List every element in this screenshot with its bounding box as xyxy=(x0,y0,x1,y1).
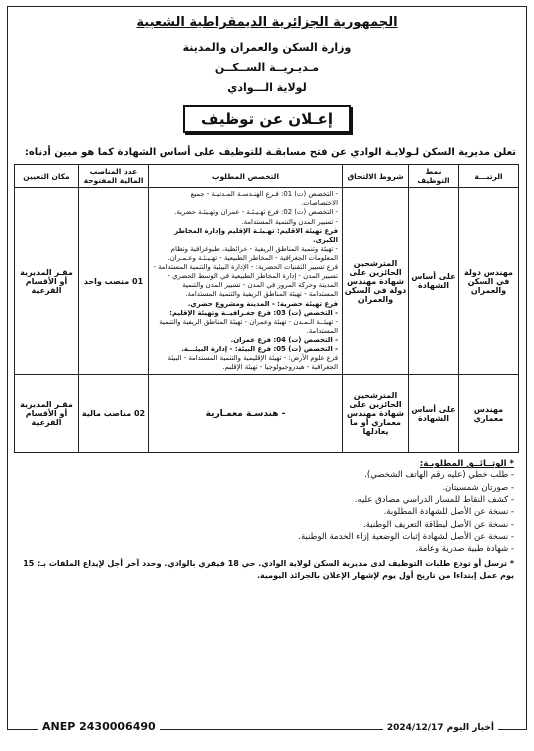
positions-cell: 01 منصب واحد xyxy=(79,188,149,375)
header-positions: عدد المناصب المالية المفتوحة xyxy=(79,165,149,188)
directorate-name: مـديـريــة الســكــن xyxy=(214,61,320,74)
document-item: - كشف النقاط للمسار الدراسي مصادق عليه. xyxy=(354,495,514,506)
positions-cell: 02 مناصب مالية xyxy=(79,375,149,453)
header-specialty: التخصص المطلوب xyxy=(149,165,343,188)
specialty-lines xyxy=(153,190,338,372)
wilaya-name: لولاية الـــوادي xyxy=(227,80,307,94)
specialty-line: - التخصص (ت) 04: فرع عمران. xyxy=(230,336,338,344)
header-mode: نمط التوظيف xyxy=(409,165,459,188)
document-item: - صورتان شمسيتان. xyxy=(442,482,514,493)
header-conditions: شروط الالتحاق xyxy=(343,165,409,188)
footer xyxy=(8,717,526,733)
specialty-line: فرع علوم الأرض: - تهيئة الإقليمية والتنمية المستدامة - البيئة الجغرافية - هيدروجيولوجيا - تهيئة الإقليم. xyxy=(167,354,338,372)
mode-cell: على أساس الشهادة xyxy=(409,375,459,453)
document-item: - نسخة عن الأصل لشهادة إثبات الوضعية إزاء الخدمة الوطنية. xyxy=(298,532,514,542)
specialty-line: فرع تسيير التقنيات الحضرية: - الإدارة البيئية والتنمية المستدامة - تسيير المدن - إدارة المخاطر الطبيعية في الوسط الحضري - المدينة وحركة المرور في المدن - تسيير المدن والتنمية المستدامة - تهيئة المناطق الريفية والتنمية المستدامة. xyxy=(153,263,338,299)
intro-text: تعلن مديرية السكن لـولايـة الوادي عن فتح مسابقـة للتوظيف على أساس الشهادة كما هو مبين أدناه: xyxy=(24,147,516,159)
conditions-cell: المترشحين الحائزين على شهادة مهندس معماري أو ما يعادلها xyxy=(343,375,409,453)
location-cell: مقـر المديرية أو الأقسام الفرعية xyxy=(15,188,79,375)
announcement-title: إعـلان عن توظيف xyxy=(183,105,351,134)
table-header-row xyxy=(15,165,519,188)
jobs-table xyxy=(14,164,519,453)
documents-title: * الوثــائــق المطلوبـة: xyxy=(419,459,514,470)
header-location: مكان التعيين xyxy=(15,165,79,188)
specialty-line: - التخصص (ت) 03: فرع جغـرافيــة وتهيئة الإقليم: xyxy=(169,308,338,317)
specialty-line: - التخصص (ت) 05: فرع البيئة: - إدارة البيئـــة. xyxy=(181,345,338,354)
newspaper-date: أخبار اليوم 2024/12/17 xyxy=(383,723,498,733)
document-item: - شهادة طبية صدرية وعامة. xyxy=(415,544,514,555)
header-grade: الرتبـــة xyxy=(459,165,519,188)
location-cell: مقـر المديرية أو الأقسام الفرعية xyxy=(15,375,79,453)
table-row xyxy=(15,188,519,375)
specialty-line: - تهيئة وتنمية المناطق الريفية - خرائطية، طبوغرافية ونظام المعلومات الجغرافية - المخاطر الطبيعية - تهـيـئـة وعـمـران. xyxy=(167,244,338,263)
submission-note: * ترسل أو تودع طلبات التوظيف لدى مديرية السكن لولاية الوادي. حي 18 فيفري بالوادي. وحدد آخر أجل لإيداع الملفات بـ: 15 يوم عمل إبتداءا من تاريخ أول يوم لإشهار الإعلان بالجرائد اليومية. xyxy=(23,558,514,580)
specialty-line: - تسيير المدن والتنمية المستدامة. xyxy=(241,217,338,226)
grade-cell: مهندس دولة في السكن والعمران xyxy=(459,188,519,375)
specialty-cell xyxy=(149,188,343,375)
anep-reference: ANEP 2430006490 xyxy=(38,720,160,733)
specialty-line: - تهيئــة الـمـدن - تهيئة وعمران - تهيئة المناطق الريفية والتنمية المستدامة. xyxy=(159,317,338,335)
specialty-line: فرع تهيئة حضرية: - المدينة ومشروع حضري. xyxy=(187,299,338,308)
specialty-line: فرع تهيئة الاقليم: تهـيئـة الإقليم وإدارة المخاطر الكبرى. xyxy=(174,226,338,244)
table-row xyxy=(15,375,519,453)
conditions-cell: المترشحين الحائزين على شهادة مهندس دولة في السكن والعمران xyxy=(343,188,409,375)
ministry-name: وزارة السكن والعمران والمدينة xyxy=(182,41,352,55)
documents-section xyxy=(8,453,526,581)
documents-list xyxy=(18,469,514,555)
specialty-cell: - هندسـة معمـارية xyxy=(149,375,343,453)
specialty-line: - التخصص (ت) 01: فـرع الهنـدسـة المـدنيـة - جميع الاختصاصات. xyxy=(190,190,338,208)
republic-title: الجمهورية الجزائرية الديمقراطية الشعبية xyxy=(136,15,398,30)
grade-cell: مهندس معماري xyxy=(459,375,519,453)
announcement-page xyxy=(7,6,527,733)
mode-cell: على أساس الشهادة xyxy=(409,188,459,375)
document-item: - طلب خطي (عليه رقم الهاتف الشخصي). xyxy=(364,470,514,481)
document-item: - نسخة عن الأصل لبطاقة التعريف الوطنية. xyxy=(363,519,514,530)
document-item: - نسخة عن الأصل للشهادة المطلوبة. xyxy=(383,507,514,518)
header xyxy=(8,7,526,133)
specialty-line: - التخصص (ت) 02: فرع تهـيـئـة - عمران وتهـيئـة حضرية. xyxy=(174,208,338,217)
